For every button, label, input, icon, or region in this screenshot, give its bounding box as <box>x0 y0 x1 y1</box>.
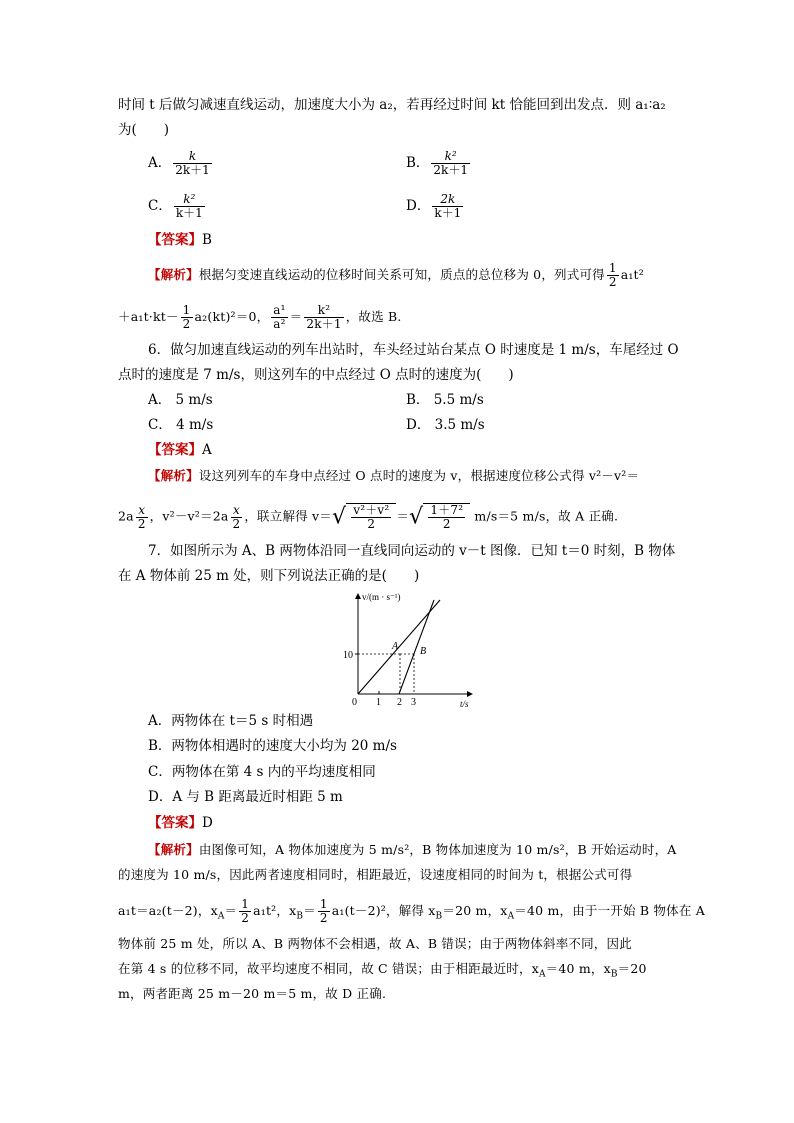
answer-tag: 【答案】 <box>148 815 202 831</box>
q5-option-b-fraction: $\frac{\text{k²}}{2k+1}$ <box>433 149 468 177</box>
tick-label-3: 3 <box>411 697 416 708</box>
q6-explanation-line-1: 【解析】设这列列车的车身中点经过 O 点时的速度为 v，根据速度位移公式得 v²－v²＝ <box>148 468 640 483</box>
q7-option-a: A．两物体在 t＝5 s 时相遇 <box>148 713 314 729</box>
q7-option-c: C．两物体在第 4 s 内的平均速度相同 <box>148 764 376 780</box>
q7-explanation-line-4: 物体前 25 m 处，所以 A、B 两物体不会相遇，故 A、B 错误；由于两物体斜率不同，因此 <box>118 936 632 951</box>
explanation-tag: 【解析】 <box>148 468 199 483</box>
line-b <box>399 600 434 694</box>
y-axis-label: v/(m · s⁻¹) <box>362 592 401 602</box>
q6-stem-line-2: 点时的速度是 7 m/s，则这列车的中点经过 O 点时的速度为( ) <box>118 367 514 383</box>
q5-answer: 【答案】B <box>148 232 212 248</box>
explanation-tag: 【解析】 <box>148 267 199 282</box>
sqrt-expression-1: √ $\frac{\text{v²＋v²}}{2}$ <box>332 503 396 531</box>
q7-stem-line-2: 在 A 物体前 25 m 处，则下列说法正确的是( ) <box>118 568 420 584</box>
tick-label-1: 1 <box>376 697 381 708</box>
q5-option-b: B． $\frac{\text{k²}}{2k+1}$ <box>406 149 468 177</box>
q7-answer: 【答案】D <box>148 815 213 831</box>
q7-explanation-line-1: 【解析】由图像可知，A 物体加速度为 5 m/s²，B 物体加速度为 10 m/s²，B 开始运动时，A <box>148 842 677 857</box>
sqrt-expression-2: √ $\frac{\text{1＋7²}}{2}$ <box>409 503 470 531</box>
q6-stem-line-1: 6．做匀加速直线运动的列车出站时，车头经过站台某点 O 时速度是 1 m/s，车尾经过 O <box>148 342 679 358</box>
q5-stem-line-2: 为( ) <box>118 122 170 138</box>
q5-option-d: D． $\frac{2k}{k+1}$ <box>406 192 462 220</box>
q5-stem-line-1: 时间 t 后做匀减速直线运动，加速度大小为 a₂，若再经过时间 kt 恰能回到出发点．则 a₁∶a₂ <box>118 97 666 113</box>
q6-answer: 【答案】A <box>148 442 212 458</box>
q5-option-c: C． $\frac{\text{k²}}{k+1}$ <box>148 192 203 220</box>
q7-explanation-line-6: m，两者距离 25 m－20 m＝5 m，故 D 正确. <box>118 986 387 1001</box>
q7-explanation-line-2: 的速度为 10 m/s，因此两者速度相同时，相距最近，设速度相同的时间为 t，根据公式可得 <box>118 867 633 882</box>
point-label-a: A <box>392 641 399 652</box>
line-a <box>358 600 440 694</box>
q6-option-d: D． 3.5 m/s <box>406 417 485 433</box>
q7-stem-line-1: 7．如图所示为 A、B 两物体沿同一直线同向运动的 v－t 图像．已知 t＝0 时刻，B 物体 <box>148 543 676 559</box>
vt-graph <box>330 588 480 710</box>
q7-option-d: D．A 与 B 距离最近时相距 5 m <box>148 789 343 805</box>
q7-option-b: B．两物体相遇时的速度大小均为 20 m/s <box>148 738 397 754</box>
point-label-b: B <box>420 646 427 657</box>
q6-explanation-line-2: 2a $\frac{x}{2}$ ，v²－v²＝2a $\frac{x}{2}$ ，联立解得 v＝√ $\frac{\text{v²＋v²}}{2}$ ＝√ $\frac{\text{1＋7²}}{2}$ m/s＝5 m/s，故 A 正确. <box>118 502 619 531</box>
q5-option-a-fraction: $\frac{k}{2k+1}$ <box>175 149 210 177</box>
q5-option-a: A． $\frac{k}{2k+1}$ <box>148 149 210 177</box>
q5-option-c-fraction: $\frac{\text{k²}}{k+1}$ <box>175 192 203 220</box>
q5-explanation-line-2: ＋a₁t·kt－ $\frac{1}{2}$ a₂(kt)²＝0， $\frac{\text{a¹}}{\text{a²}}$ ＝ $\frac{\text{k²}}{2k+1}$ ，故选 B. <box>118 303 402 331</box>
explanation-tag: 【解析】 <box>148 842 199 857</box>
q5-explanation-line-1: 【解析】根据匀变速直线运动的位移时间关系可知，质点的总位移为 0，列式可得 $\frac{1}{2}$ a₁t² <box>148 261 644 289</box>
q6-option-a: A． 5 m/s <box>148 392 213 408</box>
answer-tag: 【答案】 <box>148 442 202 458</box>
q5-option-d-fraction: $\frac{2k}{k+1}$ <box>434 192 462 220</box>
q7-explanation-line-3: a₁t＝a₂(t－2)，$x_A=$ $\frac{1}{2}$ a₁t²，$x_B=$ $\frac{1}{2}$ a₁(t－2)²，解得 $x_B=20$ m，$x_A=40$ m，由于一开始 B 物体在 A <box>118 897 705 925</box>
x-axis-label: t/s <box>460 699 469 709</box>
q6-option-b: B． 5.5 m/s <box>406 392 484 408</box>
q7-explanation-line-5: 在第 4 s 的位移不同，故平均速度不相同，故 C 错误；由于相距最近时，$x_A=40$ m，$x_B=20$ <box>118 961 647 980</box>
tick-label-0: 0 <box>352 697 357 708</box>
answer-tag: 【答案】 <box>148 232 202 248</box>
tick-label-10: 10 <box>343 650 353 661</box>
q6-option-c: C． 4 m/s <box>148 417 214 433</box>
tick-label-2: 2 <box>397 697 402 708</box>
